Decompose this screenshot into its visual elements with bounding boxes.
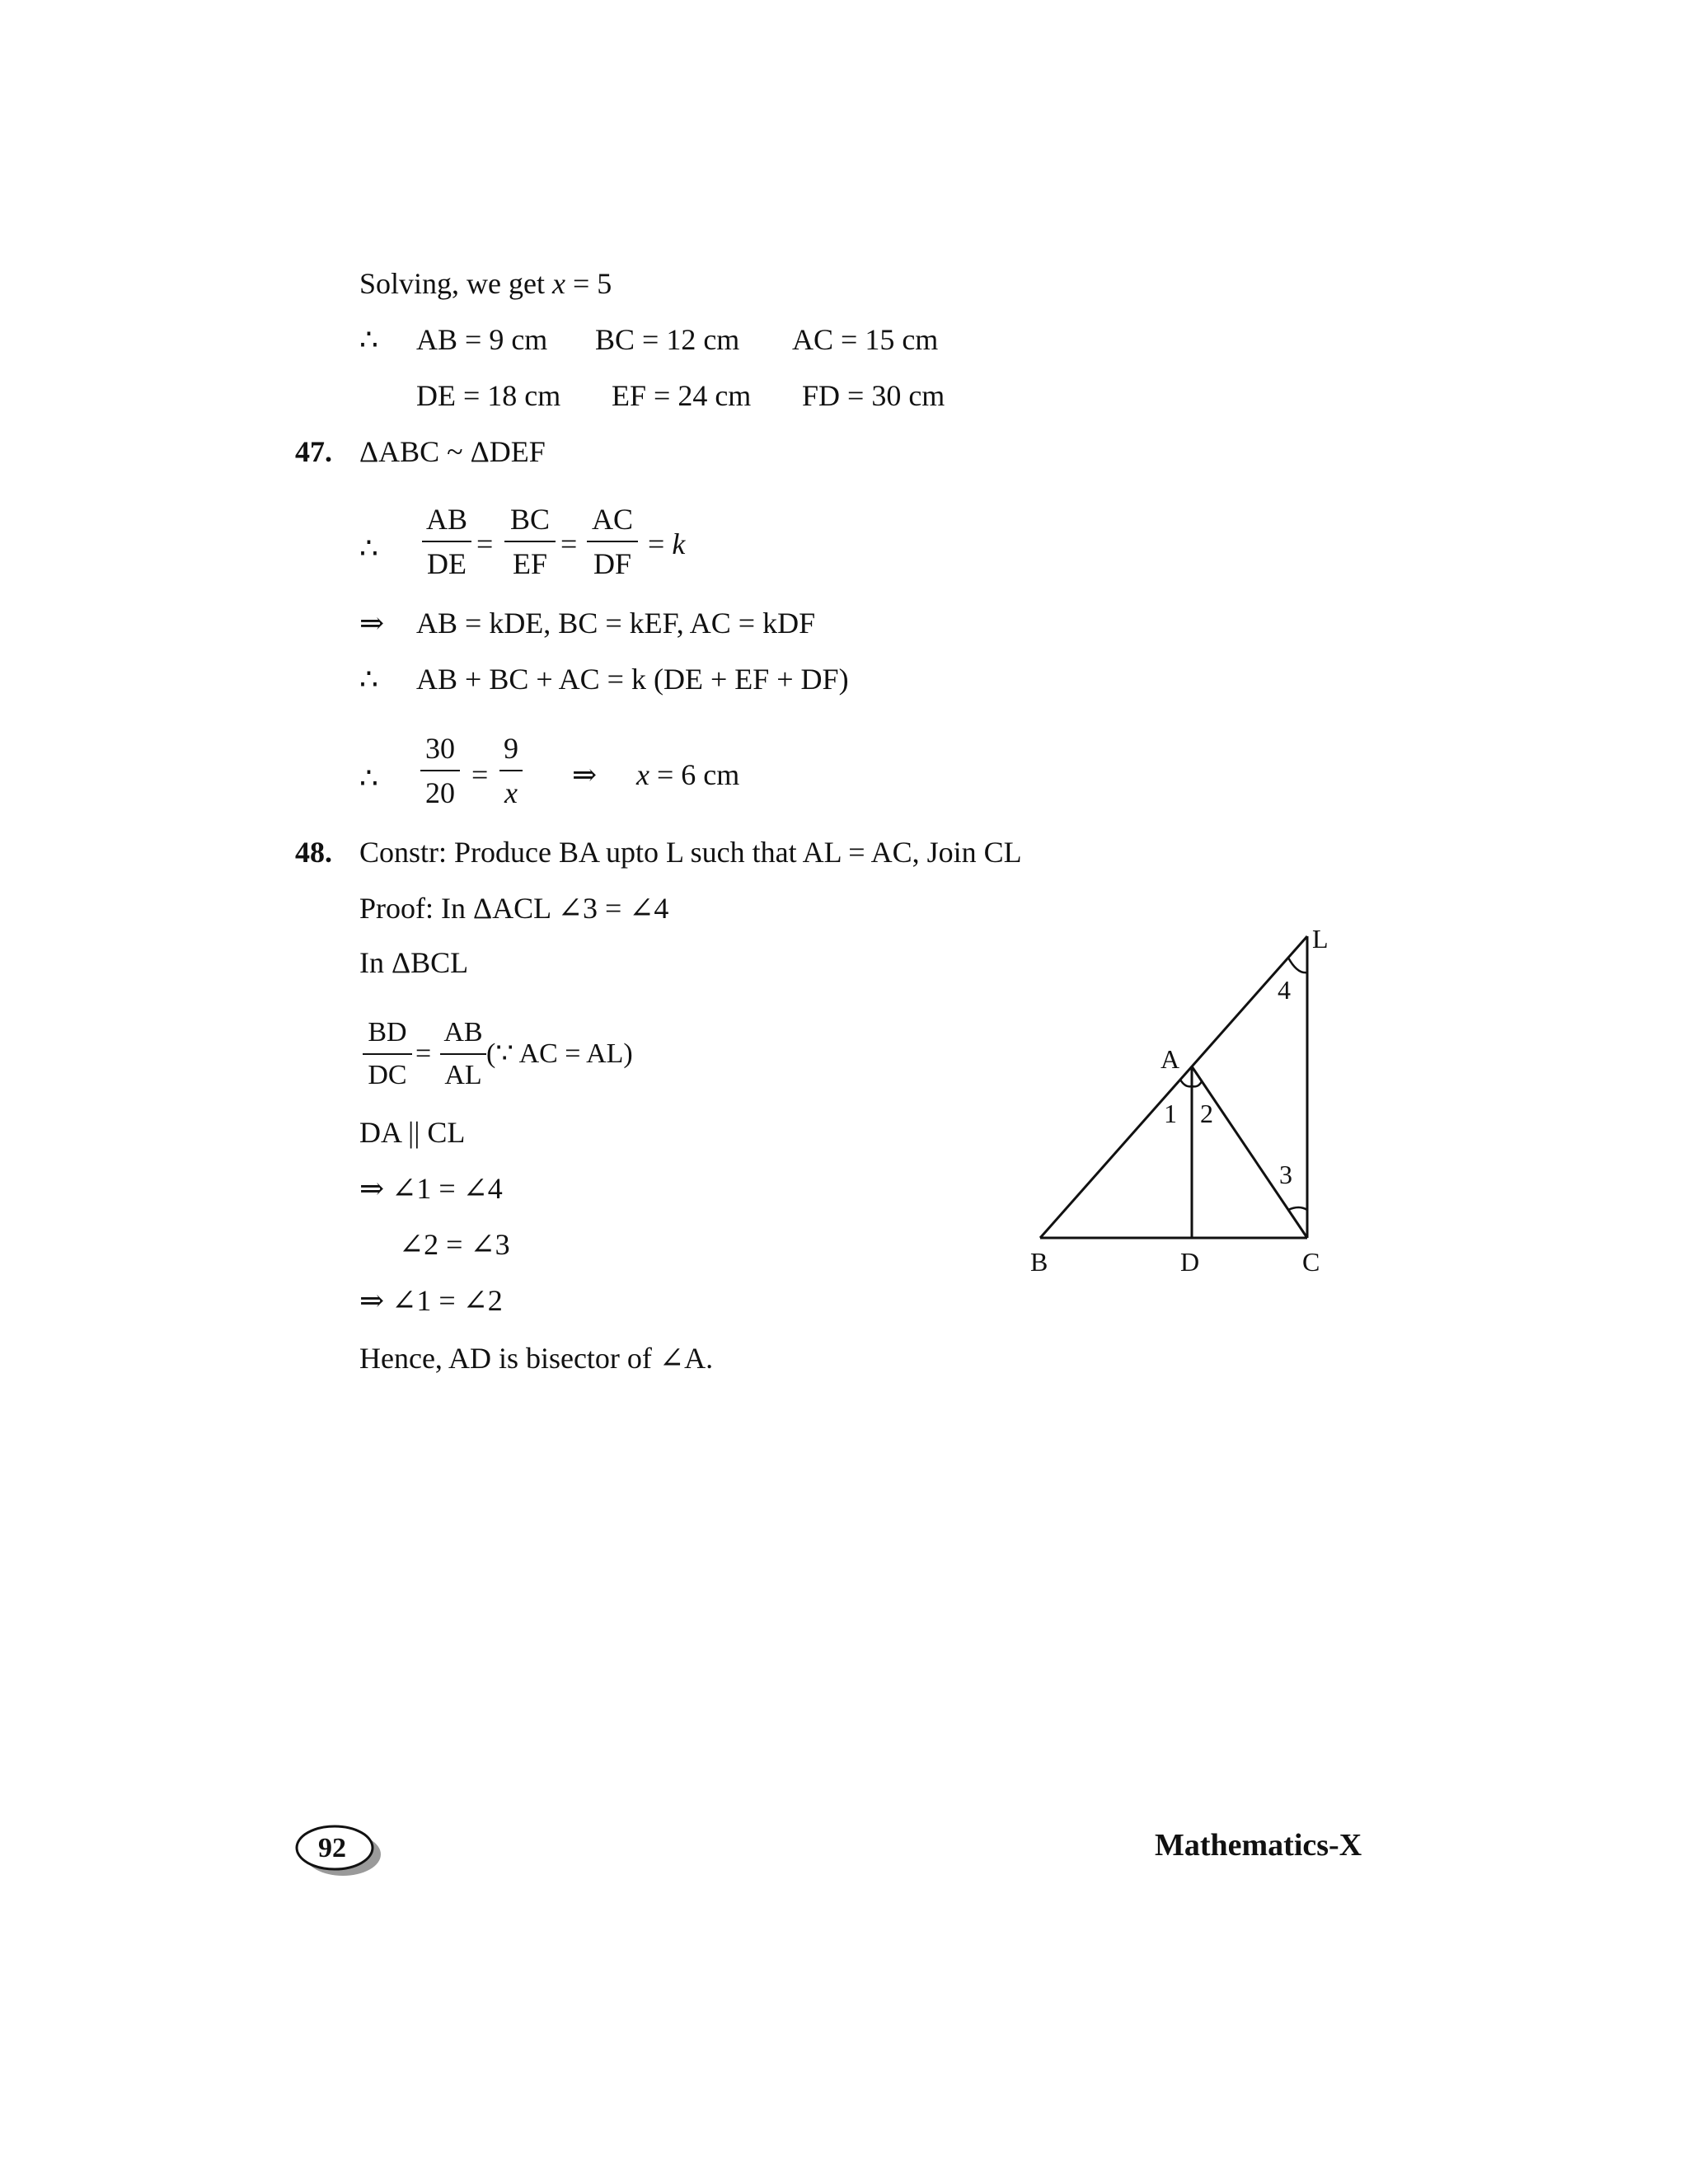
equals-sign: = bbox=[560, 527, 578, 560]
equals-sign: = bbox=[415, 1038, 432, 1069]
equals-sign: = bbox=[471, 758, 489, 791]
fraction-numerator: BD bbox=[368, 1017, 407, 1047]
fraction-denominator: DC bbox=[368, 1060, 407, 1090]
label-l: L bbox=[1312, 924, 1329, 954]
therefore-symbol: ∴ bbox=[359, 762, 378, 794]
bc-value: BC = 12 cm bbox=[595, 323, 740, 356]
angle-arc-1 bbox=[1180, 1080, 1192, 1086]
therefore-symbol: ∴ bbox=[359, 663, 378, 696]
angle-label-3: 3 bbox=[1279, 1160, 1292, 1189]
fraction-numerator: 9 bbox=[504, 732, 518, 765]
angle-arc-2 bbox=[1192, 1081, 1202, 1086]
q48-step-3: ⇒ ∠1 = ∠2 bbox=[359, 1284, 503, 1317]
question-48-number: 48. bbox=[295, 836, 332, 869]
q48-proof: Proof: In ΔACL ∠3 = ∠4 bbox=[359, 892, 669, 925]
q48-step-2: ∠2 = ∠3 bbox=[399, 1228, 510, 1261]
q48-parallel: DA || CL bbox=[359, 1116, 466, 1149]
segment-bl bbox=[1040, 936, 1307, 1238]
de-value: DE = 18 cm bbox=[416, 379, 561, 412]
equals-k: = k bbox=[648, 527, 686, 560]
segment-ac bbox=[1192, 1066, 1307, 1238]
label-c: C bbox=[1302, 1247, 1320, 1277]
q47-result: x = 6 cm bbox=[636, 758, 740, 791]
angle-label-2: 2 bbox=[1200, 1099, 1213, 1128]
therefore-symbol: ∴ bbox=[359, 532, 378, 565]
q48-in-bcl: In ΔBCL bbox=[359, 946, 469, 979]
angle-arc-4 bbox=[1288, 958, 1307, 972]
ef-value: EF = 24 cm bbox=[612, 379, 752, 412]
fraction-denominator: DF bbox=[593, 547, 632, 580]
fraction-numerator: BC bbox=[509, 503, 551, 536]
fraction-denominator: x bbox=[504, 776, 518, 809]
q48-step-1: ⇒ ∠1 = ∠4 bbox=[359, 1172, 503, 1205]
fraction-denominator: 20 bbox=[425, 776, 455, 809]
q48-construction: Constr: Produce BA upto L such that AL = AC, Join CL bbox=[359, 836, 1022, 869]
fraction-numerator: AB bbox=[443, 1017, 483, 1047]
angle-label-4: 4 bbox=[1278, 975, 1291, 1005]
fraction-numerator: AC bbox=[591, 503, 633, 536]
fraction-denominator: AL bbox=[444, 1060, 482, 1090]
angle-label-1: 1 bbox=[1164, 1099, 1177, 1128]
ac-value: AC = 15 cm bbox=[792, 323, 939, 356]
q48-reason: (∵ AC = AL) bbox=[486, 1038, 633, 1069]
q47-perimeter-sum: AB + BC + AC = k (DE + EF + DF) bbox=[416, 663, 849, 696]
implies-symbol: ⇒ bbox=[359, 607, 385, 640]
angle-arc-3 bbox=[1288, 1207, 1307, 1210]
q47-proportional-sides: AB = kDE, BC = kEF, AC = kDF bbox=[416, 607, 816, 640]
therefore-symbol: ∴ bbox=[359, 323, 378, 356]
solving-line: Solving, we get x = 5 bbox=[359, 267, 612, 300]
fraction-numerator: 30 bbox=[425, 732, 455, 765]
implies-symbol: ⇒ bbox=[572, 758, 598, 791]
ab-value: AB = 9 cm bbox=[416, 323, 548, 356]
q48-conclusion: Hence, AD is bisector of ∠A. bbox=[359, 1342, 714, 1375]
label-b: B bbox=[1030, 1247, 1048, 1277]
q47-similarity: ΔABC ~ ΔDEF bbox=[359, 435, 546, 468]
label-d: D bbox=[1180, 1247, 1200, 1277]
fraction-denominator: EF bbox=[512, 547, 547, 580]
question-47-number: 47. bbox=[295, 435, 332, 468]
fd-value: FD = 30 cm bbox=[802, 379, 945, 412]
fraction-denominator: DE bbox=[427, 547, 467, 580]
page-number: 92 bbox=[318, 1833, 346, 1863]
book-title: Mathematics-X bbox=[1155, 1828, 1362, 1863]
fraction-numerator: AB bbox=[425, 503, 467, 536]
label-a: A bbox=[1160, 1044, 1180, 1074]
equals-sign: = bbox=[476, 527, 494, 560]
